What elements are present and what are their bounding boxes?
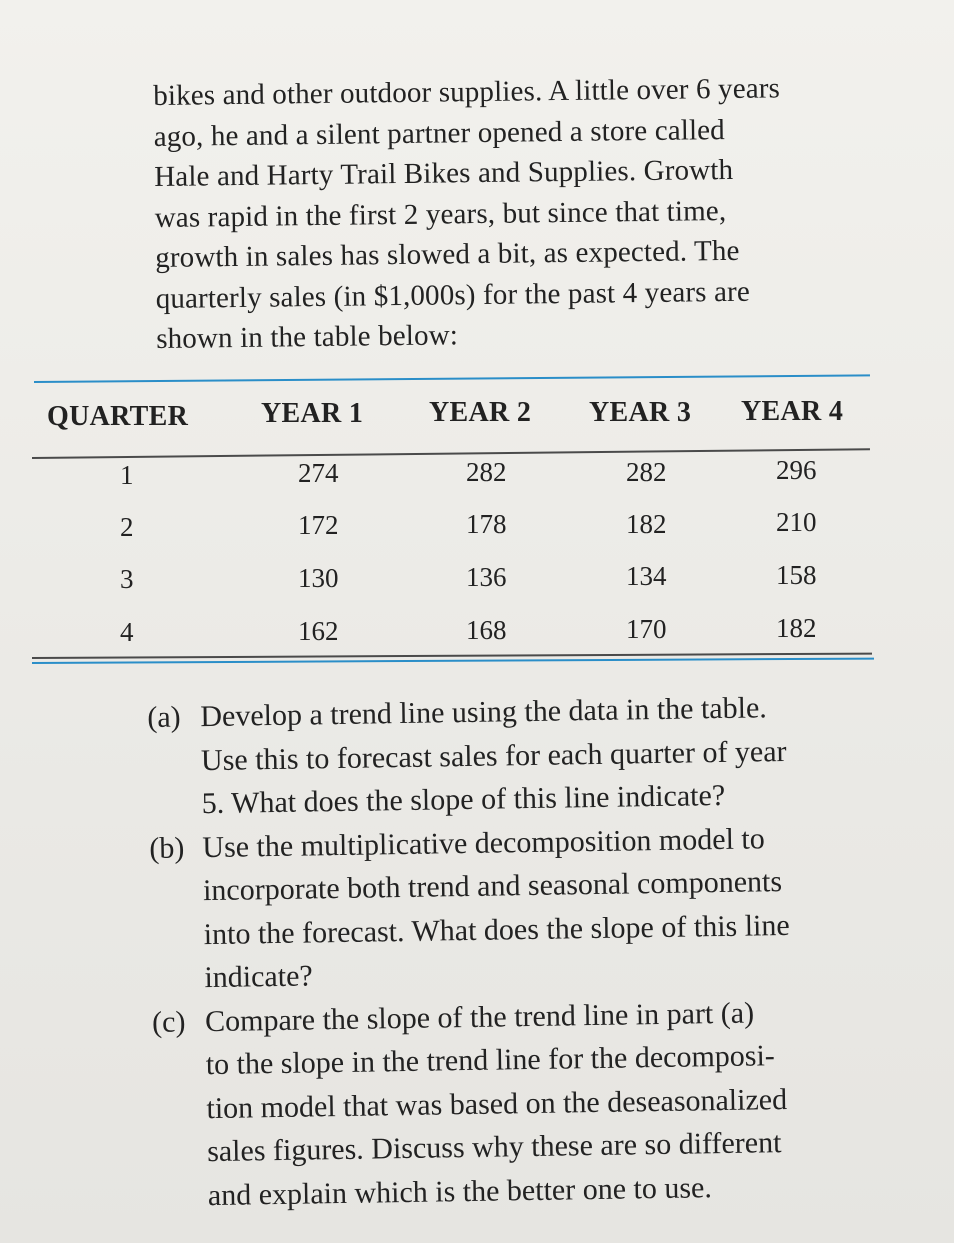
question-label: (a) [147,700,181,734]
table-cell: 168 [466,615,507,645]
intro-line: growth in sales has slowed a bit, as expected. The [155,234,740,274]
table-cell: 296 [776,455,817,485]
header-year-2: YEAR 2 [429,397,532,428]
intro-line: quarterly sales (in $1,000s) for the past 4 years are [155,275,751,315]
intro-paragraph [153,67,876,359]
intro-line: shown in the table below: [156,319,459,355]
question-line: indicate? [204,959,313,995]
question-line: 5. What does the slope of this line indicate? [201,778,726,821]
question-b [149,815,902,1001]
table-top-rule [34,374,870,383]
table-cell: 274 [298,458,339,488]
question-line: Use the multiplicative decomposition model to [202,821,765,864]
table-cell: 178 [466,509,507,539]
header-quarter: QUARTER [47,401,189,432]
table-cell: 162 [298,616,339,646]
question-line: to the slope in the trend line for the decomposi- [205,1039,776,1082]
question-line: and explain which is the better one to use. [207,1170,713,1212]
table-cell: 182 [626,509,667,539]
table-cell: 210 [776,507,817,537]
table-cell: 3 [120,564,134,594]
exercise-questions [147,684,905,1218]
table-cell: 170 [626,614,667,644]
question-line: tion model that was based on the deseasonalized [206,1082,788,1125]
header-year-3: YEAR 3 [589,397,692,428]
intro-line: Hale and Harty Trail Bikes and Supplies. Growth [154,153,734,193]
table-cell: 130 [298,563,339,593]
header-year-4: YEAR 4 [741,396,844,427]
question-line: into the forecast. What does the slope of this line [203,908,790,951]
header-year-1: YEAR 1 [261,398,364,429]
question-line: incorporate both trend and seasonal components [202,865,783,908]
table-cell: 282 [626,457,667,487]
question-line: Use this to forecast sales for each quarter of year [200,734,787,777]
table-cell: 282 [466,457,507,487]
intro-line: ago, he and a silent partner opened a store called [153,113,726,153]
table-cell: 134 [626,561,667,591]
sales-table [30,376,880,676]
question-line: Compare the slope of the trend line in part (a) [204,996,755,1038]
header-rule [32,448,870,459]
intro-line: was rapid in the first 2 years, but since that time, [154,194,727,234]
question-line: sales figures. Discuss why these are so different [206,1126,782,1169]
table-cell: 4 [120,617,134,647]
table-cell: 182 [776,613,817,643]
table-cell: 136 [466,562,507,592]
question-label: (c) [151,1004,186,1039]
intro-line: bikes and other outdoor supplies. A little over 6 years [153,72,781,112]
table-cell: 2 [120,512,134,542]
table-bottom-rule-blue [32,658,874,664]
question-label: (b) [149,830,185,865]
question-c [152,989,905,1218]
table-cell: 158 [776,560,817,590]
question-a [147,684,899,826]
question-line: Develop a trend line using the data in the table. [200,691,768,734]
table-cell: 1 [120,460,134,490]
table-cell: 172 [298,510,339,540]
